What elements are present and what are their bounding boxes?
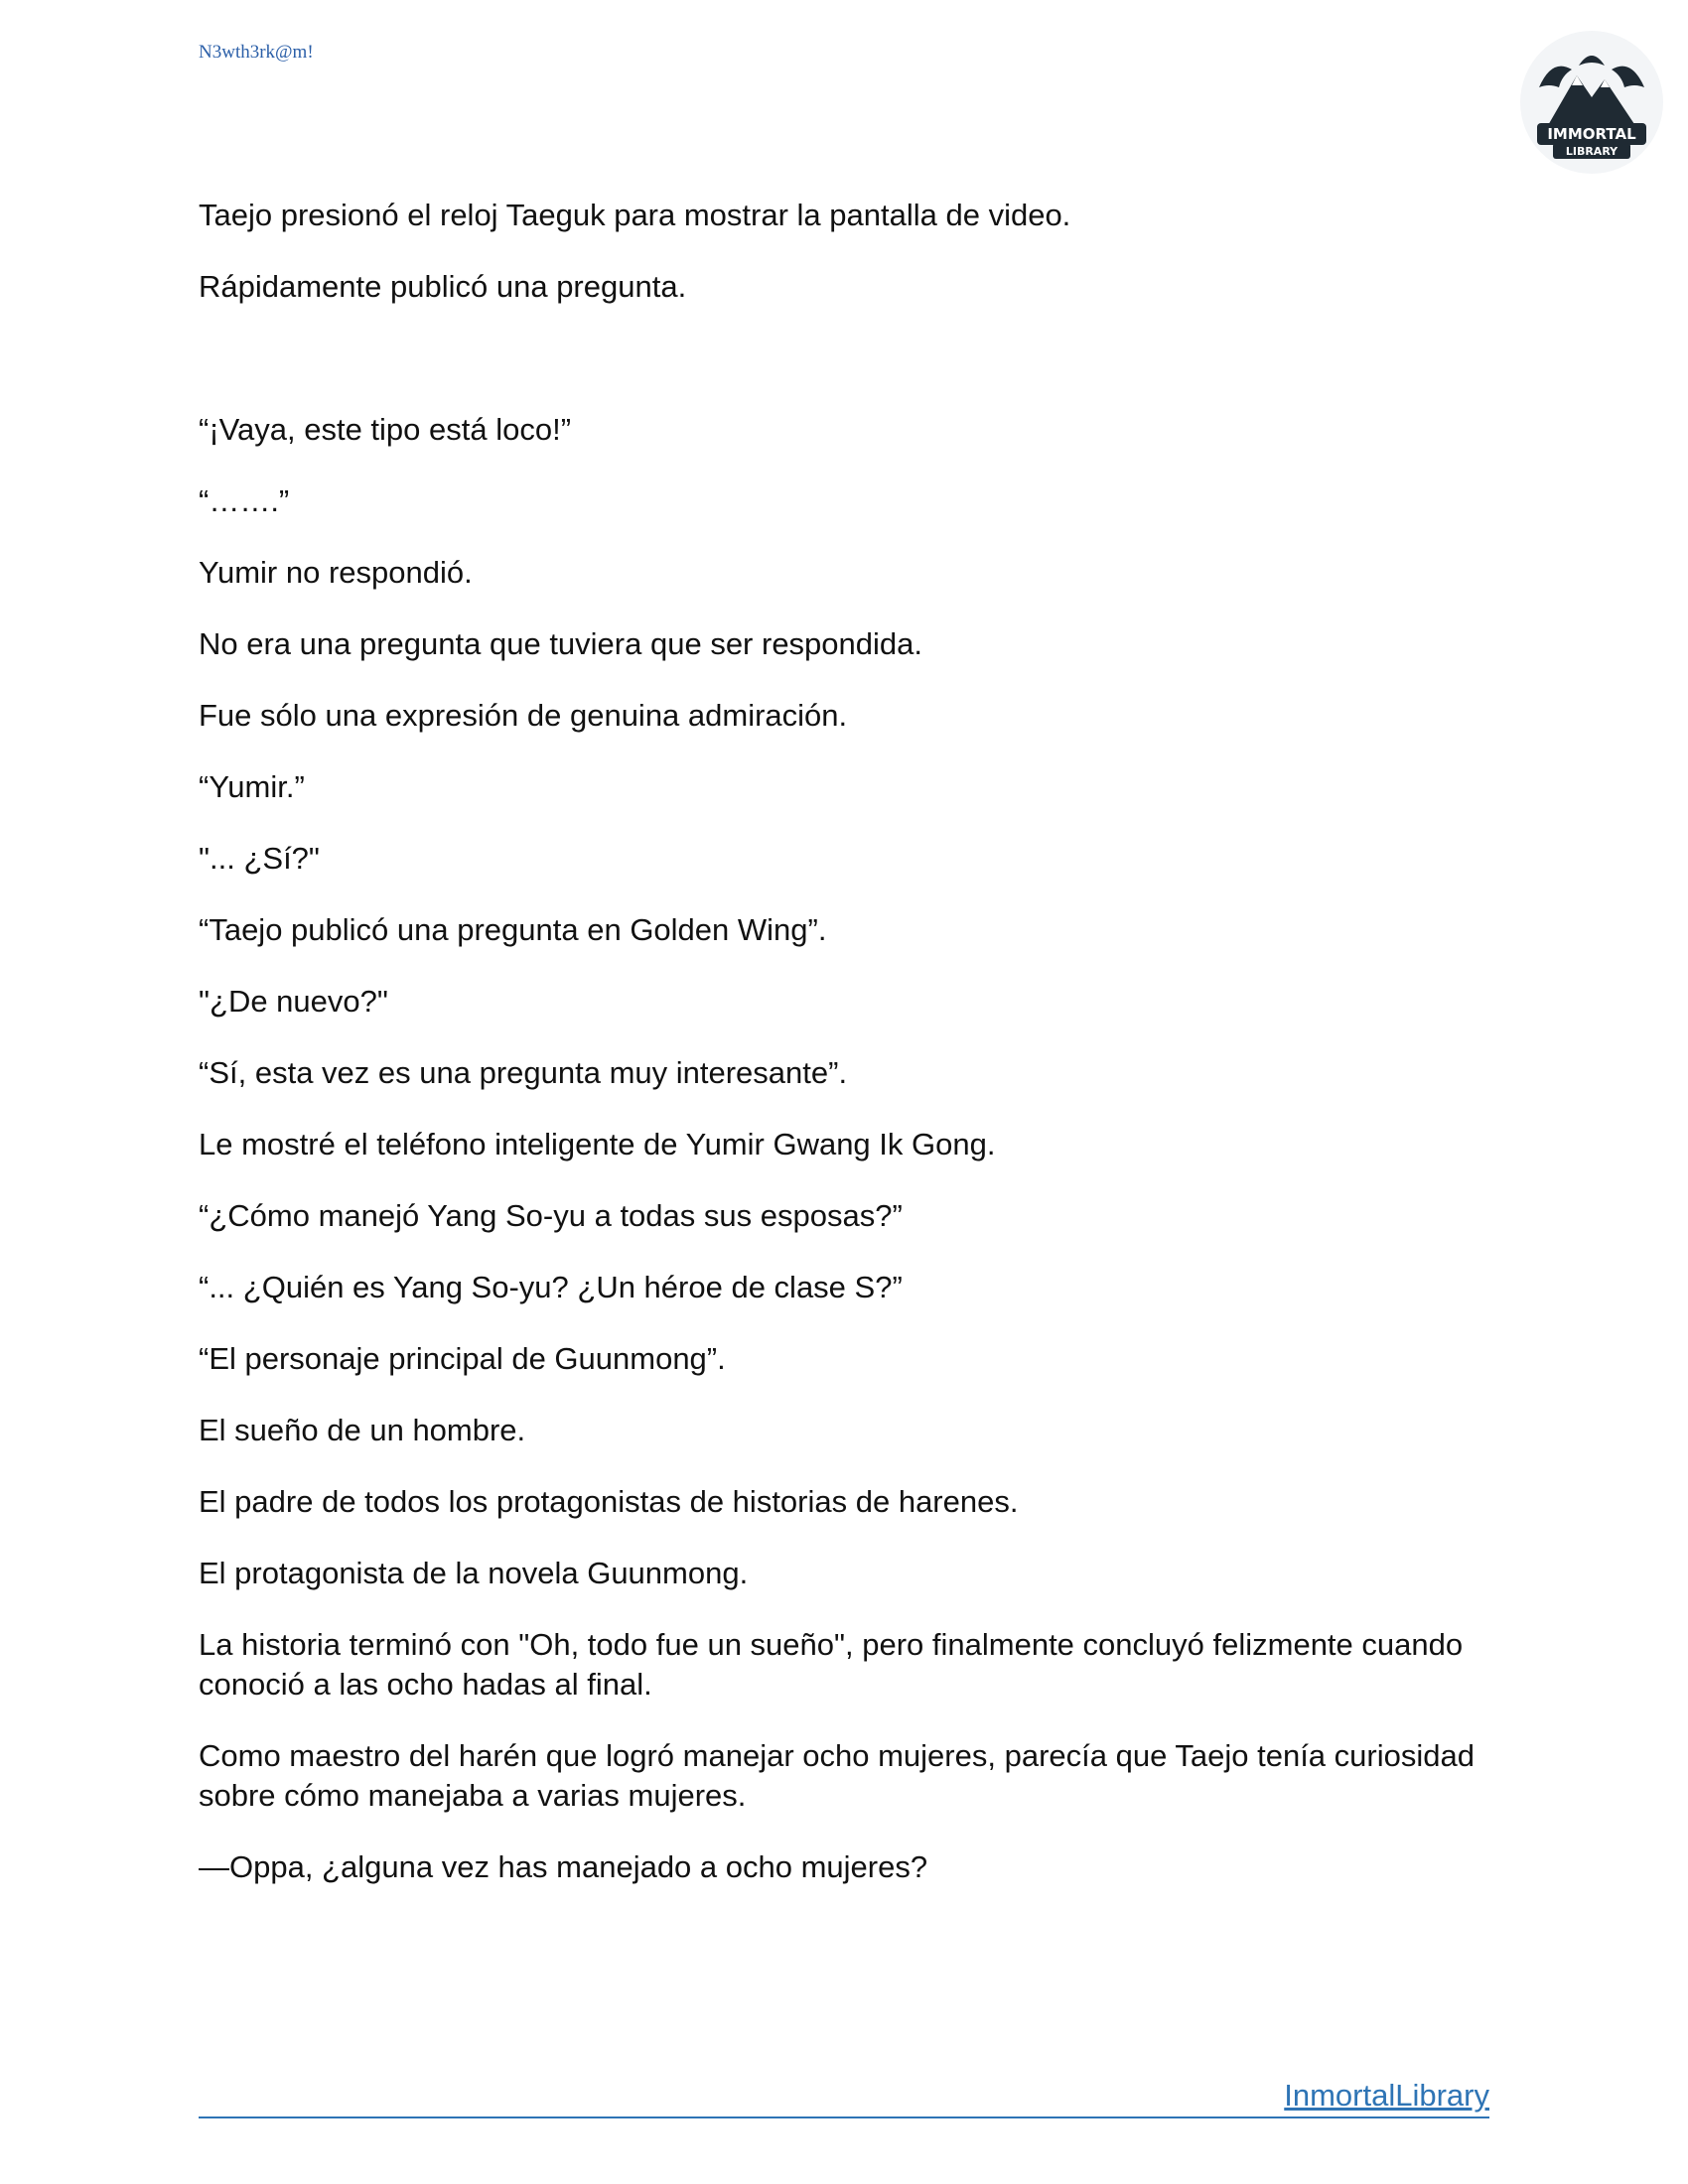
- footer-rule: [199, 2075, 1489, 2118]
- logo-emblem-icon: [1517, 28, 1666, 177]
- paragraph: La historia terminó con "Oh, todo fue un sueño", pero finalmente concluyó felizmente cuando conoció a las ocho hadas al final.: [199, 1627, 1464, 1702]
- paragraph: Fue sólo una expresión de genuina admiración.: [199, 698, 848, 733]
- paragraph: El protagonista de la novela Guunmong.: [199, 1556, 749, 1590]
- paragraph: El sueño de un hombre.: [199, 1413, 526, 1447]
- paragraph: Como maestro del harén que logró manejar ocho mujeres, parecía que Taejo tenía curiosidad sobre cómo manejaba a varias mujeres.: [199, 1738, 1475, 1813]
- paragraph: Yumir no respondió.: [199, 555, 473, 590]
- paragraph: Taejo presionó el reloj Taeguk para mostrar la pantalla de video.: [199, 198, 1071, 232]
- paragraph: "... ¿Sí?": [199, 841, 320, 876]
- paragraph: El padre de todos los protagonistas de historias de harenes.: [199, 1484, 1019, 1519]
- paragraph: “…….”: [199, 483, 290, 518]
- paragraph: “El personaje principal de Guunmong”.: [199, 1341, 726, 1376]
- paragraph: “Yumir.”: [199, 769, 305, 804]
- paragraph-spacer: [199, 339, 1489, 410]
- paragraph: “Sí, esta vez es una pregunta muy interesante”.: [199, 1055, 848, 1090]
- paragraph: —Oppa, ¿alguna vez has manejado a ocho mujeres?: [199, 1849, 928, 1884]
- footer-link[interactable]: InmortalLibrary: [1284, 2078, 1489, 2113]
- logo-text-top: IMMORTAL: [1547, 125, 1636, 143]
- paragraph: “¡Vaya, este tipo está loco!”: [199, 412, 572, 447]
- paragraph: Rápidamente publicó una pregunta.: [199, 269, 687, 304]
- paragraph: “¿Cómo manejó Yang So-yu a todas sus esposas?”: [199, 1198, 903, 1233]
- paragraph: No era una pregunta que tuviera que ser respondida.: [199, 626, 922, 661]
- paragraph: “Taejo publicó una pregunta en Golden Wing”.: [199, 912, 827, 947]
- paragraph: “... ¿Quién es Yang So-yu? ¿Un héroe de clase S?”: [199, 1270, 903, 1304]
- logo-text-bottom: LIBRARY: [1565, 145, 1618, 158]
- paragraph: Le mostré el teléfono inteligente de Yumir Gwang Ik Gong.: [199, 1127, 996, 1161]
- header-watermark: N3wth3rk@m!: [199, 42, 314, 63]
- immortal-library-logo: [1517, 28, 1666, 177]
- paragraph: "¿De nuevo?": [199, 984, 388, 1019]
- document-body: [199, 196, 1489, 1919]
